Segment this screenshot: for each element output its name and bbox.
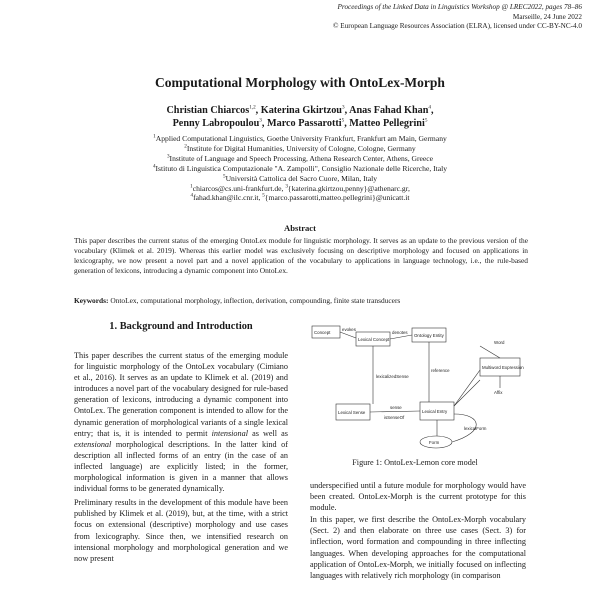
author-line-1: Christian Chiarcos$^{1,2}$, Katerina Gkirtzou$^3$, Anas Fahad Khan$^4$,: [166, 104, 434, 116]
affil-sup: 4: [152, 163, 156, 170]
multiword-label: Multiword Expression: [482, 365, 524, 370]
affil-sup: 5: [222, 173, 226, 180]
email-text: chiarcos@cs.uni-frankfurt.de,: [192, 183, 286, 193]
edge-label: isSenseOf: [384, 415, 405, 420]
ontolex-diagram: [304, 322, 526, 450]
affiliation-line: [0, 134, 600, 144]
author-list: [0, 104, 600, 130]
author-name: Marco Passarotti: [266, 118, 342, 129]
figure-ontolex-core: [304, 322, 526, 450]
author-affil-sup: 4: [428, 104, 431, 111]
edge-label: evokes: [342, 327, 356, 332]
edge-label: reference: [431, 368, 450, 373]
section-heading: 1. Background and Introduction: [109, 321, 253, 332]
affil-text: Istituto di Linguistica Computazionale "A. Zampolli", Consiglio Nazionale delle Ricerche, Italy: [155, 163, 448, 173]
keywords-text: OntoLex, computational morphology, inflection, derivation, compounding, finite state transducers: [108, 296, 401, 305]
paragraph: [74, 350, 288, 494]
edge-label: denotes: [392, 330, 408, 335]
form-label: Form: [429, 440, 440, 445]
paragraph-text: as well as: [247, 428, 288, 438]
affix-label: Affix: [494, 390, 503, 395]
email-text: {katerina.gkirtzou,penny}@athenarc.gr,: [287, 183, 410, 193]
affil-text: Institute for Digital Humanities, University of Cologne, Cologne, Germany: [186, 143, 416, 153]
affiliations: [0, 134, 600, 203]
ontology-entity-label: Ontology Entity: [414, 333, 444, 338]
affil-sup: 5: [262, 192, 265, 199]
lexical-entry-label: Lexical Entry: [422, 409, 448, 414]
header-line-3: © European Language Resources Association (ELRA), licensed under CC-BY-NC-4.0: [333, 22, 582, 31]
affiliation-line: [0, 154, 600, 164]
author-line-2: Penny Labropoulou$^3$, Marco Passarotti$^5$, Matteo Pellegrini$^5$: [172, 117, 428, 129]
header-line-2: Marseille, 24 June 2022: [512, 12, 582, 21]
author-affil-sup: 5: [341, 117, 345, 124]
email-text: fahad.khan@ilc.cnr.it,: [193, 193, 263, 203]
edge-label: sense: [390, 405, 402, 410]
paragraph: Preliminary results in the development of this module have been published by Klimek et al. (2019), but, at the time, with a strict focus on extensional (descriptive) morphology and use cases from lexicography. Since then, we intensified research on intensional morphology and morphological generation and we now present: [74, 498, 288, 563]
author-name: Matteo Pellegrini: [349, 118, 425, 129]
affil-sup: 1: [153, 133, 156, 140]
right-column: [310, 480, 526, 581]
email-text: {marco.passarotti,matteo.pellegrini}@unicatt.it: [264, 193, 410, 203]
affil-sup: 4: [190, 192, 194, 199]
lexical-concept-label: Lexical Concept: [358, 337, 390, 342]
figure-caption: Figure 1: OntoLex-Lemon core model: [352, 458, 478, 467]
header-line-1: Proceedings of the Linked Data in Linguistics Workshop @ LREC2022, pages 78–86: [337, 3, 582, 11]
author-affil-sup: 5: [424, 117, 428, 124]
author-name: Katerina Gkirtzou: [260, 105, 342, 116]
author-name: Christian Chiarcos: [166, 105, 250, 116]
affiliation-line: [0, 164, 600, 174]
edge: [454, 370, 480, 406]
word-label: Word: [494, 340, 505, 345]
affil-text: Institute of Language and Speech Processing, Athena Research Center, Athens, Greece: [169, 153, 434, 163]
affil-sup: 1: [190, 183, 193, 189]
affiliation-line: [0, 144, 600, 154]
paper-title: Computational Morphology with OntoLex-Morph: [155, 75, 445, 90]
edge: [370, 411, 420, 412]
edge: [390, 335, 412, 339]
paragraph: In this paper, we first describe the OntoLex-Morph vocabulary (Sect. 2) and then elaborate on three use cases (Sect. 3) for inflection, word formation and compounding in three inflecting languages. When developing approaches for the computational application of OntoLex-Morph, we initially focused on inflecting languages with relatively rich morphology (in comparison: [310, 515, 526, 580]
author-name: Penny Labropoulou: [172, 118, 260, 129]
keywords: [74, 296, 528, 306]
proceedings-header: [252, 3, 582, 32]
edge-label: lexicalizedSense: [376, 374, 409, 379]
edge: [480, 346, 500, 358]
affil-sup: 3: [285, 183, 288, 189]
affil-sup: 3: [166, 153, 170, 160]
affil-sup: 2: [184, 143, 187, 150]
paragraph: underspecified until a future module for morphology would have been created. OntoLex-Morph is the current prototype for this module.: [310, 481, 526, 513]
emphasis-text: extensional: [74, 439, 112, 449]
author-name: Anas Fahad Khan: [349, 105, 429, 116]
abstract-heading: Abstract: [284, 223, 316, 233]
keywords-label: Keywords:: [74, 296, 109, 305]
author-affil-sup: 3: [341, 104, 345, 111]
abstract-text: This paper describes the current status of the emerging OntoLex module for linguistic morphology. It serves as an update to the previous version of the vocabulary (Klimek et al. 2019). Whereas this earlier model was exclusively focusing on descriptive morphology and focused on applications in lexicography, we now present a novel part and a novel application of the vocabulary to applications in language technology, i.e., the rule-based generation of lexicons, introducing a dynamic component into OntoLex.: [74, 236, 528, 275]
concept-label: Concept: [314, 330, 331, 335]
affil-text: Applied Computational Linguistics, Goethe University Frankfurt, Frankfurt am Main, Germany: [155, 134, 447, 143]
author-affil-sup: 1,2: [249, 104, 256, 111]
paragraph-text: This paper describes the current status of the emerging module for linguistic morphology of the OntoLex vocabulary (Cimiano et al., 2016). It serves as an update to Klimek et al. (2019) and introduces a novel part of the vocabulary designed for rule-based generation of lexicons, introducing a dynamic component into OntoLex. The generation component is intended to allow for the dynamic generation of morphological variants of a single lexical entry; that is, it is intended to permit: [74, 351, 288, 438]
emphasis-text: intensional: [211, 428, 248, 438]
paragraph-text: morphological descriptions. In the latter kind of description all inflected forms of an entry (in the case of an inflected language) are explicitly listed; in the former, morphological information is given in a manner that allows individual forms to be generated dynamically.: [74, 439, 288, 494]
edge: [454, 380, 480, 406]
author-affil-sup: 3: [259, 117, 262, 124]
edge: [340, 332, 356, 338]
affil-text: Università Cattolica del Sacro Cuore, Milan, Italy: [225, 173, 377, 183]
email-line: [0, 193, 600, 203]
email-line: [0, 184, 600, 194]
lexical-sense-label: Lexical Sense: [338, 410, 366, 415]
affiliation-line: [0, 174, 600, 184]
left-column: [74, 350, 288, 564]
edge-label: lexicalForm: [464, 426, 487, 431]
